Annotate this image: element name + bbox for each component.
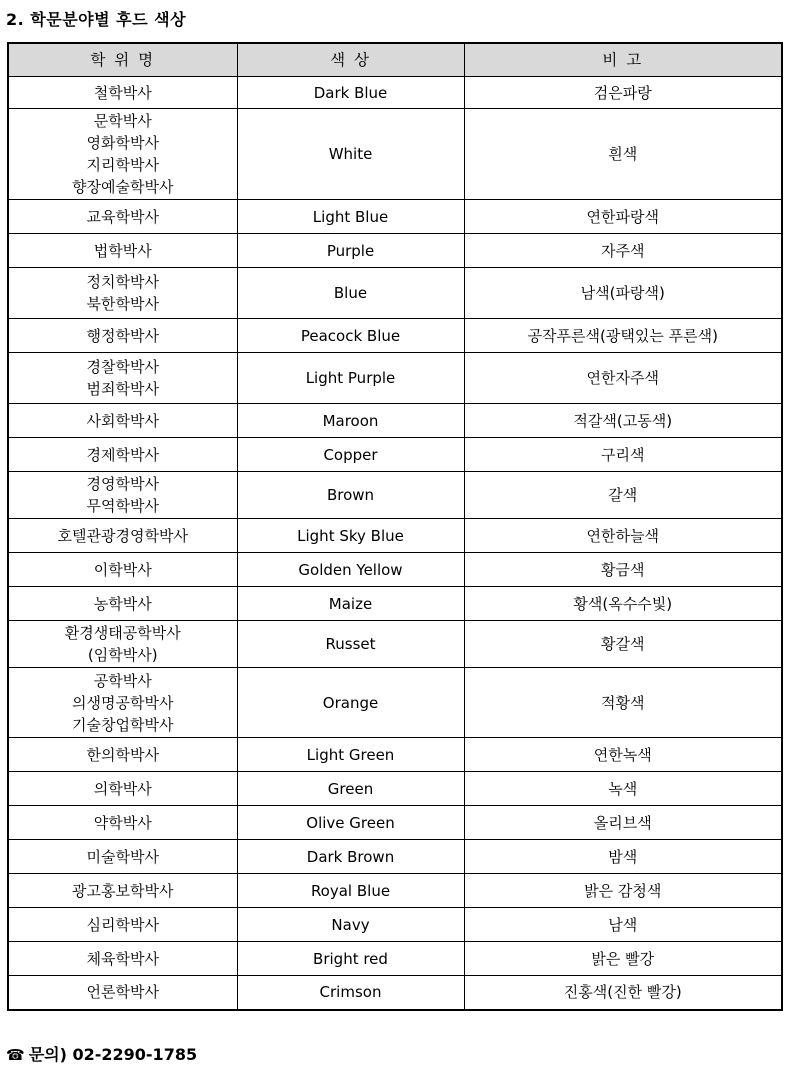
degree-cell [8,200,237,234]
degree-name: 지리학박사 [86,156,159,174]
degree-name: 공학박사 [93,671,152,690]
degree-name: 심리학박사 [86,915,159,934]
hood-color-table [7,42,783,1011]
table-row [8,942,782,976]
note-cell: 적황색 [464,668,782,738]
degree-name: 광고홍보학박사 [72,881,174,900]
note-cell: 흰색 [464,109,782,200]
color-cell: Dark Blue [237,77,464,109]
note-cell: 연한녹색 [464,738,782,772]
color-cell: Light Sky Blue [237,519,464,553]
table-body [8,77,782,1010]
degree-cell [8,874,237,908]
degree-name: 향장예술학박사 [72,178,174,196]
degree-cell [8,472,237,519]
note-cell: 황갈색 [464,621,782,668]
degree-name: 환경생태공학박사 [64,624,181,642]
degree-cell [8,404,237,438]
table-row [8,109,782,200]
note-cell: 밝은 빨강 [464,942,782,976]
degree-name: 이학박사 [93,560,152,579]
table-row [8,268,782,319]
degree-name: 의학박사 [93,779,152,798]
note-cell: 공작푸른색(광택있는 푸른색) [464,319,782,353]
degree-cell [8,621,237,668]
degree-cell [8,908,237,942]
table-row [8,77,782,109]
degree-cell [8,519,237,553]
degree-name: 행정학박사 [86,326,159,345]
note-cell: 황금색 [464,553,782,587]
table-row [8,353,782,404]
color-cell: Brown [237,472,464,519]
degree-name: 의생명공학박사 [72,693,174,712]
note-cell: 황색(옥수수빛) [464,587,782,621]
degree-cell [8,553,237,587]
degree-name: 경영학박사 [86,475,159,493]
color-cell: Navy [237,908,464,942]
color-cell: Olive Green [237,806,464,840]
color-cell: Maroon [237,404,464,438]
color-cell: Russet [237,621,464,668]
color-cell: White [237,109,464,200]
degree-name: 무역학박사 [86,497,159,515]
degree-name: 북한학박사 [86,295,159,313]
color-cell: Copper [237,438,464,472]
note-cell: 진홍색(진한 빨강) [464,976,782,1010]
degree-cell [8,976,237,1010]
note-cell: 올리브색 [464,806,782,840]
table-row [8,806,782,840]
degree-name: 문학박사 [93,112,152,130]
phone-icon: ☎ [6,1046,25,1064]
degree-name: 호텔관광경영학박사 [57,526,188,545]
table-row [8,840,782,874]
degree-cell [8,319,237,353]
degree-name: 기술창업학박사 [72,715,174,734]
degree-name: 범죄학박사 [86,380,159,398]
degree-cell [8,942,237,976]
color-cell: Dark Brown [237,840,464,874]
note-cell: 구리색 [464,438,782,472]
degree-cell [8,268,237,319]
table-header-row [8,43,782,77]
color-cell: Orange [237,668,464,738]
degree-name: 농학박사 [93,594,152,613]
note-cell: 갈색 [464,472,782,519]
note-cell: 밤색 [464,840,782,874]
contact-text: 문의) 02-2290-1785 [28,1045,198,1064]
note-cell: 녹색 [464,772,782,806]
note-cell: 남색 [464,908,782,942]
degree-name: 철학박사 [93,83,152,102]
degree-name: 교육학박사 [86,207,159,226]
degree-cell [8,234,237,268]
color-cell: Golden Yellow [237,553,464,587]
degree-name: (임학박사) [87,646,158,664]
degree-name: 체육학박사 [86,949,159,968]
color-cell: Maize [237,587,464,621]
table-row [8,472,782,519]
table-row [8,621,782,668]
color-cell: Purple [237,234,464,268]
degree-cell [8,109,237,200]
color-cell: Royal Blue [237,874,464,908]
header-note: 비 고 [464,43,782,77]
note-cell: 밝은 감청색 [464,874,782,908]
degree-name: 사회학박사 [86,411,159,430]
color-cell: Green [237,772,464,806]
color-cell: Light Purple [237,353,464,404]
degree-cell [8,738,237,772]
degree-name: 미술학박사 [86,847,159,866]
degree-cell [8,772,237,806]
note-cell: 자주색 [464,234,782,268]
table-row [8,587,782,621]
color-cell: Peacock Blue [237,319,464,353]
table-row [8,234,782,268]
table-row [8,668,782,738]
note-cell: 검은파랑 [464,77,782,109]
color-cell: Light Green [237,738,464,772]
contact-line [6,1042,197,1065]
degree-name: 정치학박사 [86,273,159,291]
table-row [8,319,782,353]
degree-cell [8,806,237,840]
degree-name: 한의학박사 [86,745,159,764]
table-row [8,553,782,587]
color-cell: Light Blue [237,200,464,234]
table-row [8,738,782,772]
degree-cell [8,668,237,738]
degree-cell [8,77,237,109]
table-row [8,519,782,553]
degree-cell [8,587,237,621]
degree-cell [8,840,237,874]
table-row [8,976,782,1010]
color-cell: Blue [237,268,464,319]
degree-cell [8,438,237,472]
degree-name: 경제학박사 [86,445,159,464]
note-cell: 연한자주색 [464,353,782,404]
table-row [8,404,782,438]
table-row [8,772,782,806]
color-cell: Crimson [237,976,464,1010]
degree-cell [8,353,237,404]
header-color: 색 상 [237,43,464,77]
table-row [8,874,782,908]
degree-name: 경찰학박사 [86,358,159,376]
note-cell: 적갈색(고동색) [464,404,782,438]
table-row [8,438,782,472]
note-cell: 연한파랑색 [464,200,782,234]
table-row [8,908,782,942]
color-cell: Bright red [237,942,464,976]
note-cell: 연한하늘색 [464,519,782,553]
degree-name: 영화학박사 [86,134,159,152]
note-cell: 남색(파랑색) [464,268,782,319]
section-heading: 2. 학문분야별 후드 색상 [6,10,187,29]
degree-name: 언론학박사 [86,983,159,1002]
table-row [8,200,782,234]
degree-name: 법학박사 [93,241,152,260]
header-degree: 학 위 명 [8,43,237,77]
degree-name: 약학박사 [93,813,152,832]
